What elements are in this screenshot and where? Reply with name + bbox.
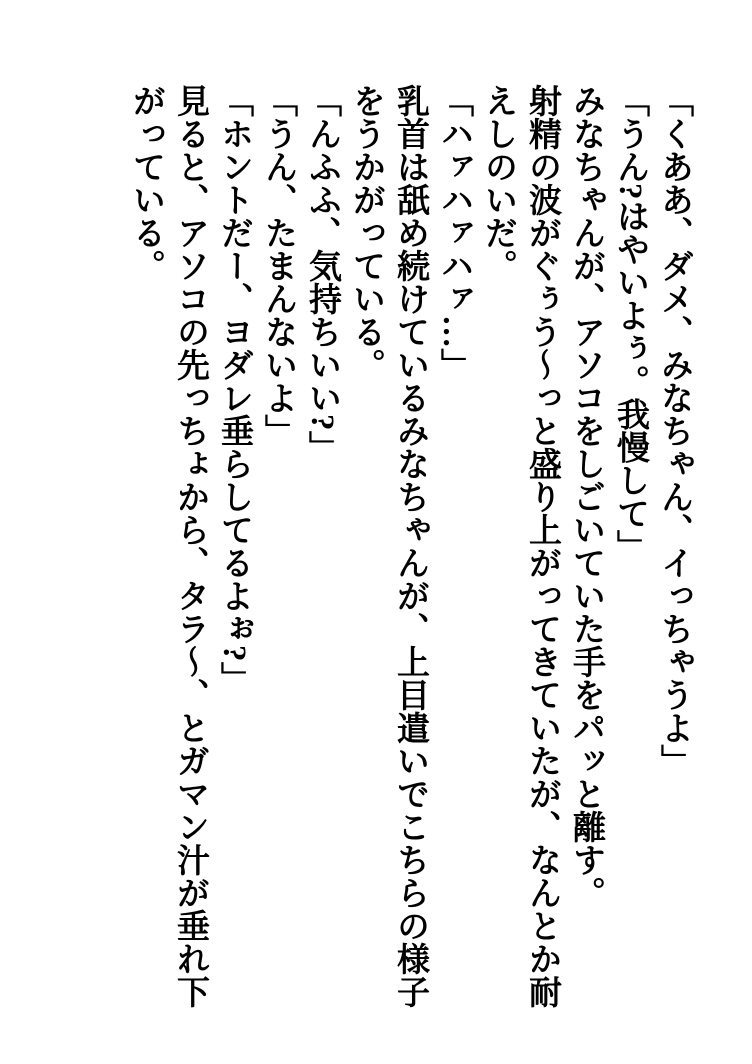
text-line: 「うん?はやいよぅ。我慢して」 <box>612 84 648 563</box>
text-line: がっている。 <box>128 84 164 282</box>
text-line: をうかがっている。 <box>348 84 384 381</box>
text-line: 「んふふ、気持ちいい?」 <box>304 84 340 464</box>
text-line: 見ると、アソコの先っちょから、タラ〜、とガマン汁が垂れ下 <box>172 84 208 1008</box>
text-line: 「ハァハァハァ…」 <box>436 84 472 381</box>
text-line: 「うん、たまんないよ」 <box>260 84 296 447</box>
text-line: 射精の波がぐぅう〜っと盛り上がってきていたが、なんとか耐 <box>524 84 560 1008</box>
text-line: 乳首は舐め続けているみなちゃんが、上目遣いでこちらの様子 <box>392 84 428 1008</box>
text-line: みなちゃんが、アソコをしごいていた手をパッと離す。 <box>568 84 604 909</box>
text-line: えしのいだ。 <box>480 84 516 282</box>
text-line: 「ホントだー、ヨダレ垂らしてるよぉ?」 <box>216 84 252 695</box>
vertical-text-block <box>124 84 696 1034</box>
text-line: 「くああ、ダメ、みなちゃん、イっちゃうよ」 <box>656 84 692 777</box>
